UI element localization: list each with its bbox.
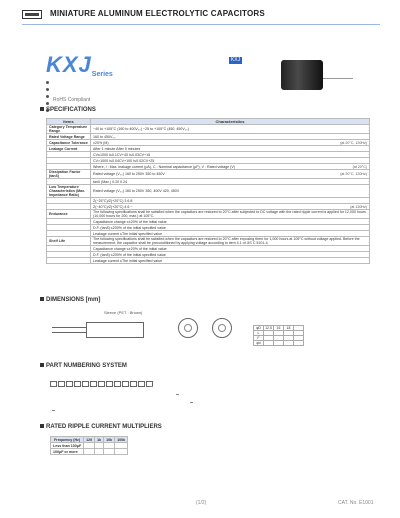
sleeve-label: Sleeve (PET : Brown) — [104, 310, 143, 315]
bullet-icon — [46, 102, 49, 105]
table-row: Z(−40°C)/Z(+20°C) 4 6 − (at 120Hz) — [47, 204, 370, 210]
table-row: D.F. (tanδ) ≤200% of the initial specified value — [47, 225, 370, 231]
ripple-multiplier-table — [50, 436, 128, 455]
section-bullet-icon — [40, 297, 44, 301]
table-row: Rated Voltage Range 160 to 450V₀₀ — [47, 134, 370, 140]
section-bullet-icon — [40, 424, 44, 428]
table-row: Endurance The following specifications shall be satisfied when the capacitors are restored to 20°C after subjected to DC voltage with the rated ripple current is applied for 12,000 hours (10,000 hours for 200, max.) at 105°C. — [47, 210, 370, 219]
specifications-heading: SPECIFICATIONS — [40, 107, 96, 113]
table-header-row: Frequency (Hz) 120 1k 10k 100k — [51, 437, 128, 443]
table-row: Leakage current ≤The initial specified value — [47, 231, 370, 237]
table-row: φD 12.5 16 18 — [254, 326, 304, 331]
table-row: D.F. (tanδ) ≤200% of the initial specified value — [47, 252, 370, 258]
lead-wire — [52, 332, 86, 333]
table-row: F — [254, 336, 304, 341]
bullet-icon — [46, 88, 49, 91]
series-suffix: Series — [91, 71, 113, 78]
table-row: φd — [254, 341, 304, 346]
column-header: Items — [47, 119, 91, 125]
capacitor-body-drawing — [86, 322, 144, 338]
table-row: Category Temperature Range −40 to +105°C (160 to 400V₀₀) −25 to +105°C (450, 450V₀₀) — [47, 125, 370, 134]
part-number-box — [74, 381, 81, 387]
leader-line — [52, 410, 55, 411]
bullet-icon — [46, 95, 49, 98]
table-row: Less than 100μF — [51, 443, 128, 449]
lead-wire — [52, 327, 86, 328]
company-logo — [22, 10, 42, 19]
table-row: Leakage Current After 1 minute After 5 minutes — [47, 146, 370, 152]
dimensions-table — [253, 325, 304, 346]
part-number-box — [130, 381, 137, 387]
bullet-icon — [46, 81, 49, 84]
table-row: Leakage current ≤The initial specified value — [47, 258, 370, 264]
part-number-box — [98, 381, 105, 387]
part-number-box — [106, 381, 113, 387]
table-row: Low Temperature Characteristics (Max. Impedance Ratio) Rated voltage (V₀₀) 160 to 250V 350, 400V 420, 450V — [47, 185, 370, 198]
table-row: Z(−25°C)/Z(+20°C) 3 6 8 — [47, 198, 370, 204]
capacitor-photo — [281, 60, 323, 90]
rohs-label: RoHS Compliant — [53, 97, 91, 103]
table-row: L — [254, 331, 304, 336]
series-title — [46, 52, 113, 78]
table-row: Shelf Life The following specifications shall be satisfied when the capacitors are restored to 20°C after exposing them for 1,000 hours at 105°C without voltage applied. Before the measurement, the capacitor shall be preconditioned by applying voltage according to item 4.1 of JIS C 5101-4. — [47, 237, 370, 246]
table-row: Capacitance change ≤±20% of the initial value — [47, 219, 370, 225]
part-number-boxes — [50, 374, 154, 392]
dimensions-heading: DIMENSIONS [mm] — [40, 297, 100, 303]
part-number-box — [50, 381, 57, 387]
bottom-view-drawing — [212, 318, 232, 338]
document-title: MINIATURE ALUMINUM ELECTROLYTIC CAPACITORS — [50, 9, 265, 18]
part-number-box — [114, 381, 121, 387]
table-row: CV≤1000 I≤0.1CV+40 I≤0.03CV+15 — [47, 152, 370, 158]
part-numbering-heading: PART NUMBERING SYSTEM — [40, 363, 127, 369]
leader-line — [176, 394, 179, 395]
series-badge: KXJ — [230, 57, 241, 63]
part-number-box — [90, 381, 97, 387]
table-row: Dissipation Factor (tanδ) Rated voltage (V₀₀) 160 to 250V 350 to 450V (at 20°C, 120Hz) — [47, 170, 370, 179]
catalog-number: CAT. No. E1001 — [338, 500, 374, 506]
table-row: 100μF or more — [51, 449, 128, 455]
ripple-heading: RATED RIPPLE CURRENT MULTIPLIERS — [40, 424, 162, 430]
page-number: (1/2) — [196, 500, 207, 506]
section-bullet-icon — [40, 363, 44, 367]
table-row: Capacitance change ≤±20% of the initial value — [47, 246, 370, 252]
leader-line — [190, 402, 193, 403]
series-name: KXJ — [46, 52, 92, 77]
feature-item — [46, 87, 266, 92]
part-number-box — [122, 381, 129, 387]
page-header — [22, 8, 380, 38]
leader-line — [150, 386, 153, 387]
specifications-table — [46, 118, 370, 264]
feature-item — [46, 80, 266, 85]
part-number-box — [66, 381, 73, 387]
table-row: tanδ (Max.) 0.20 0.24 — [47, 179, 370, 185]
table-row: Capacitance Tolerance ±20% (M) (at 20°C, 120Hz) — [47, 140, 370, 146]
table-row: Where, I : Max. leakage current (μA), C : Nominal capacitance (μF), V : Rated voltage (V) (at 20°C) — [47, 164, 370, 170]
part-number-box — [58, 381, 65, 387]
table-row: CV>1000 I≤0.04CV+100 I≤0.02CV+25 — [47, 158, 370, 164]
column-header: Characteristics — [91, 119, 370, 125]
section-bullet-icon — [40, 107, 44, 111]
part-number-box — [138, 381, 145, 387]
header-divider — [22, 24, 380, 25]
top-view-drawing — [178, 318, 198, 338]
part-number-box — [82, 381, 89, 387]
dimension-drawing — [46, 308, 166, 344]
